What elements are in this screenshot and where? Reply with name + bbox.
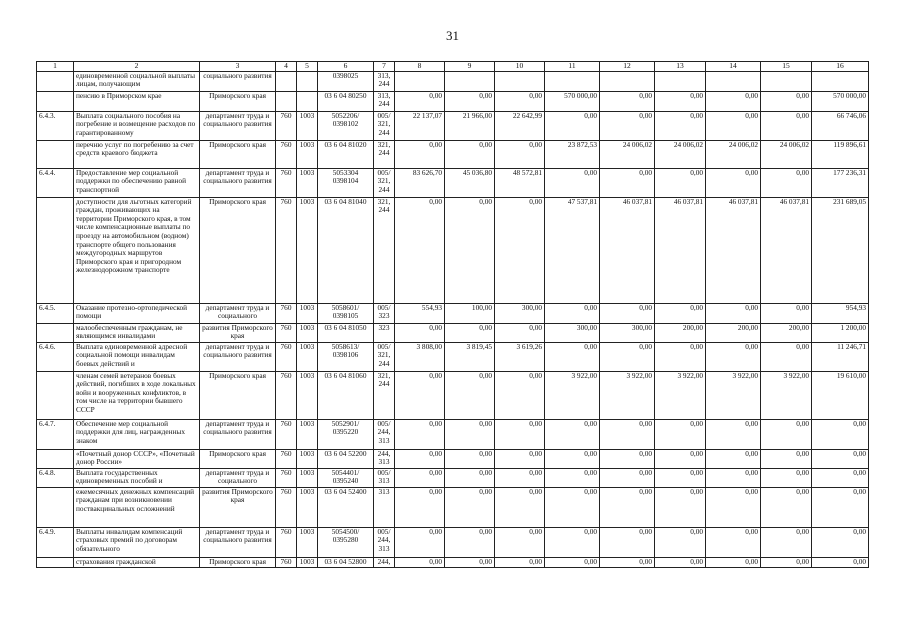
value-cell: 0,00 (495, 487, 545, 527)
ministry-code-cell: 760 (276, 487, 297, 527)
table-row (37, 323, 869, 342)
value-cell: 0,00 (395, 527, 445, 557)
table-row (37, 449, 869, 468)
value-cell: 0,00 (655, 342, 706, 371)
total-cell: 19 610,00 (812, 371, 869, 419)
value-cell: 0,00 (600, 557, 655, 567)
table-row (37, 342, 869, 371)
value-cell: 0,00 (545, 303, 600, 323)
value-cell: 0,00 (395, 487, 445, 527)
item-number-cell (37, 197, 74, 303)
value-cell: 0,00 (761, 449, 812, 468)
item-number-cell (37, 487, 74, 527)
item-number-cell (37, 449, 74, 468)
value-cell: 0,00 (545, 168, 600, 197)
value-cell: 0,00 (600, 342, 655, 371)
value-cell: 83 626,70 (395, 168, 445, 197)
value-cell: 0,00 (495, 449, 545, 468)
value-cell: 0,00 (495, 419, 545, 449)
target-article-cell: 03 6 04 52800 (318, 557, 374, 567)
value-cell: 24 006,02 (600, 140, 655, 168)
item-number-cell: 6.4.9. (37, 527, 74, 557)
target-article-cell: 03 6 04 80250 (318, 91, 374, 111)
value-cell: 0,00 (600, 449, 655, 468)
section-code-cell: 1003 (297, 449, 318, 468)
item-number-cell: 6.4.6. (37, 342, 74, 371)
header-cell: 4 (276, 62, 297, 72)
section-code-cell: 1003 (297, 419, 318, 449)
value-cell: 0,00 (761, 487, 812, 527)
description-cell: Выплата государственных единовременных пособий и (74, 468, 200, 487)
total-cell: 177 236,31 (812, 168, 869, 197)
value-cell: 0,00 (706, 527, 761, 557)
value-cell: 0,00 (761, 419, 812, 449)
department-cell: развития Приморского края (200, 487, 276, 527)
header-cell: 12 (600, 62, 655, 72)
total-cell: 0,00 (812, 487, 869, 527)
value-cell: 0,00 (395, 419, 445, 449)
value-cell: 0,00 (445, 371, 495, 419)
value-cell: 3 922,00 (761, 371, 812, 419)
value-cell: 0,00 (395, 91, 445, 111)
value-cell: 0,00 (655, 527, 706, 557)
section-code-cell: 1003 (297, 168, 318, 197)
table-row (37, 371, 869, 419)
value-cell: 0,00 (761, 527, 812, 557)
total-cell: 0,00 (812, 419, 869, 449)
item-number-cell (37, 140, 74, 168)
expense-type-cell: 321, 244 (374, 197, 395, 303)
value-cell: 0,00 (445, 323, 495, 342)
item-number-cell: 6.4.4. (37, 168, 74, 197)
table-row (37, 197, 869, 303)
header-cell: 7 (374, 62, 395, 72)
header-cell: 5 (297, 62, 318, 72)
target-article-cell: 03 6 04 81020 (318, 140, 374, 168)
total-cell: 11 246,71 (812, 342, 869, 371)
value-cell: 3 922,00 (706, 371, 761, 419)
value-cell: 45 036,80 (445, 168, 495, 197)
value-cell: 0,00 (395, 449, 445, 468)
item-number-cell: 6.4.5. (37, 303, 74, 323)
ministry-code-cell: 760 (276, 468, 297, 487)
department-cell: департамент труда и социального (200, 468, 276, 487)
description-cell: перечню услуг по погребению за счет средств краевого бюджета (74, 140, 200, 168)
department-cell: Приморского края (200, 197, 276, 303)
ministry-code-cell: 760 (276, 419, 297, 449)
section-code-cell: 1003 (297, 342, 318, 371)
department-cell: Приморского края (200, 140, 276, 168)
value-cell: 200,00 (655, 323, 706, 342)
value-cell: 22 642,99 (495, 111, 545, 140)
department-cell: социального развития (200, 71, 276, 91)
header-cell: 8 (395, 62, 445, 72)
value-cell: 0,00 (761, 111, 812, 140)
section-code-cell: 1003 (297, 487, 318, 527)
description-cell: ежемесячных денежных компенсаций гражданам при возникновении поствакцинальных осложнений (74, 487, 200, 527)
item-number-cell: 6.4.7. (37, 419, 74, 449)
item-number-cell: 6.4.8. (37, 468, 74, 487)
expense-type-cell: 244, (374, 557, 395, 567)
value-cell (395, 71, 445, 91)
department-cell: департамент труда и социального развития (200, 527, 276, 557)
value-cell: 0,00 (545, 342, 600, 371)
header-row (37, 62, 869, 72)
value-cell: 0,00 (655, 168, 706, 197)
value-cell: 0,00 (706, 342, 761, 371)
value-cell: 0,00 (495, 371, 545, 419)
item-number-cell (37, 323, 74, 342)
value-cell (706, 71, 761, 91)
value-cell: 0,00 (545, 487, 600, 527)
value-cell: 3 808,00 (395, 342, 445, 371)
value-cell: 46 037,81 (655, 197, 706, 303)
value-cell: 0,00 (545, 527, 600, 557)
description-cell: Выплаты инвалидам компенсаций страховых премий по договорам обязательного (74, 527, 200, 557)
value-cell: 0,00 (655, 419, 706, 449)
ministry-code-cell: 760 (276, 303, 297, 323)
section-code-cell (297, 71, 318, 91)
section-code-cell: 1003 (297, 527, 318, 557)
value-cell: 0,00 (761, 168, 812, 197)
value-cell: 0,00 (445, 419, 495, 449)
expense-type-cell: 313, 244 (374, 91, 395, 111)
value-cell: 0,00 (706, 91, 761, 111)
value-cell: 0,00 (445, 140, 495, 168)
value-cell: 0,00 (545, 111, 600, 140)
value-cell: 0,00 (706, 468, 761, 487)
value-cell: 0,00 (445, 468, 495, 487)
target-article-cell: 5058601/ 0398105 (318, 303, 374, 323)
value-cell: 0,00 (545, 419, 600, 449)
ministry-code-cell: 760 (276, 323, 297, 342)
value-cell (445, 71, 495, 91)
target-article-cell: 03 6 04 81040 (318, 197, 374, 303)
section-code-cell: 1003 (297, 303, 318, 323)
total-cell: 119 896,61 (812, 140, 869, 168)
value-cell: 0,00 (706, 168, 761, 197)
section-code-cell (297, 91, 318, 111)
target-article-cell: 5052901/ 0395220 (318, 419, 374, 449)
total-cell: 0,00 (812, 468, 869, 487)
value-cell: 200,00 (706, 323, 761, 342)
department-cell: департамент труда и социального (200, 303, 276, 323)
header-cell: 9 (445, 62, 495, 72)
item-number-cell (37, 371, 74, 419)
value-cell: 23 872,53 (545, 140, 600, 168)
value-cell: 100,00 (445, 303, 495, 323)
value-cell: 0,00 (445, 557, 495, 567)
value-cell: 24 006,02 (655, 140, 706, 168)
value-cell: 0,00 (600, 527, 655, 557)
ministry-code-cell (276, 91, 297, 111)
table-row (37, 557, 869, 567)
ministry-code-cell: 760 (276, 371, 297, 419)
value-cell: 0,00 (395, 197, 445, 303)
value-cell: 0,00 (706, 419, 761, 449)
value-cell: 0,00 (761, 342, 812, 371)
ministry-code-cell: 760 (276, 557, 297, 567)
description-cell: страхования гражданской (74, 557, 200, 567)
value-cell: 570 000,00 (545, 91, 600, 111)
header-cell: 6 (318, 62, 374, 72)
target-article-cell: 5058613/ 0398106 (318, 342, 374, 371)
table-row (37, 487, 869, 527)
value-cell: 0,00 (495, 557, 545, 567)
ministry-code-cell: 760 (276, 111, 297, 140)
description-cell: членам семей ветеранов боевых действий, погибших в ходе локальных войн и вооруженных конфликтов, в том числе на территории бывшего СССР (74, 371, 200, 419)
department-cell: Приморского края (200, 557, 276, 567)
value-cell: 0,00 (395, 140, 445, 168)
table-row (37, 303, 869, 323)
expense-type-cell: 005/ 244, 313 (374, 527, 395, 557)
value-cell: 0,00 (600, 91, 655, 111)
header-cell: 3 (200, 62, 276, 72)
total-cell: 1 200,00 (812, 323, 869, 342)
department-cell: Приморского края (200, 449, 276, 468)
description-cell: Выплата социального пособия на погребение и возмещение расходов по гарантированному (74, 111, 200, 140)
description-cell: Оказание протезно-ортопедической помощи (74, 303, 200, 323)
value-cell: 22 137,07 (395, 111, 445, 140)
table-row (37, 468, 869, 487)
department-cell: Приморского края (200, 371, 276, 419)
value-cell: 0,00 (445, 487, 495, 527)
value-cell: 46 037,81 (600, 197, 655, 303)
expense-type-cell: 005/ 321, 244 (374, 168, 395, 197)
department-cell: развития Приморского края (200, 323, 276, 342)
ministry-code-cell: 760 (276, 342, 297, 371)
value-cell: 0,00 (600, 487, 655, 527)
value-cell: 0,00 (655, 468, 706, 487)
ministry-code-cell (276, 71, 297, 91)
value-cell: 0,00 (761, 557, 812, 567)
department-cell: департамент труда и социального развития (200, 111, 276, 140)
value-cell (600, 71, 655, 91)
value-cell (761, 71, 812, 91)
department-cell: Приморского края (200, 91, 276, 111)
value-cell: 0,00 (761, 468, 812, 487)
target-article-cell: 0398025 (318, 71, 374, 91)
item-number-cell (37, 71, 74, 91)
header-cell: 13 (655, 62, 706, 72)
item-number-cell (37, 557, 74, 567)
table-row (37, 140, 869, 168)
value-cell: 0,00 (761, 303, 812, 323)
value-cell: 0,00 (655, 449, 706, 468)
ministry-code-cell: 760 (276, 168, 297, 197)
description-cell: пенсию в Приморском крае (74, 91, 200, 111)
total-cell: 0,00 (812, 557, 869, 567)
description-cell: единовременной социальной выплаты лицам, получающим (74, 71, 200, 91)
department-cell: департамент труда и социального развития (200, 419, 276, 449)
value-cell: 0,00 (600, 303, 655, 323)
header-cell: 2 (74, 62, 200, 72)
description-cell: «Почетный донор СССР», «Почетный донор России» (74, 449, 200, 468)
expense-type-cell: 005/ 321, 244 (374, 111, 395, 140)
value-cell: 0,00 (600, 419, 655, 449)
value-cell: 300,00 (495, 303, 545, 323)
value-cell: 554,93 (395, 303, 445, 323)
value-cell: 3 922,00 (655, 371, 706, 419)
value-cell: 0,00 (600, 468, 655, 487)
expense-type-cell: 244, 313 (374, 449, 395, 468)
expense-type-cell: 313, 244 (374, 71, 395, 91)
section-code-cell: 1003 (297, 557, 318, 567)
value-cell: 200,00 (761, 323, 812, 342)
expense-type-cell: 005/ 313 (374, 468, 395, 487)
value-cell: 3 922,00 (545, 371, 600, 419)
ministry-code-cell: 760 (276, 449, 297, 468)
description-cell: доступности для льготных категорий граждан, проживающих на территории Приморского края, в том числе компенсационные выплаты по проезду на автомобильном (водном) транспорте общего пользования междугородных маршрутов Приморского края и пригородном железнодорожном транспорте (74, 197, 200, 303)
ministry-code-cell: 760 (276, 527, 297, 557)
header-cell: 16 (812, 62, 869, 72)
value-cell: 300,00 (545, 323, 600, 342)
value-cell: 0,00 (761, 91, 812, 111)
item-number-cell: 6.4.3. (37, 111, 74, 140)
target-article-cell: 03 6 04 52400 (318, 487, 374, 527)
section-code-cell: 1003 (297, 468, 318, 487)
description-cell: малообеспеченным гражданам, не являющимся инвалидами (74, 323, 200, 342)
value-cell: 0,00 (495, 91, 545, 111)
table-row (37, 111, 869, 140)
department-cell: департамент труда и социального развития (200, 168, 276, 197)
expense-type-cell: 005/ 323 (374, 303, 395, 323)
item-number-cell (37, 91, 74, 111)
expense-type-cell: 323 (374, 323, 395, 342)
section-code-cell: 1003 (297, 323, 318, 342)
page-number: 31 (446, 28, 459, 43)
value-cell: 0,00 (495, 323, 545, 342)
value-cell: 3 922,00 (600, 371, 655, 419)
expense-type-cell: 005/ 321, 244 (374, 342, 395, 371)
table-row (37, 71, 869, 91)
value-cell: 0,00 (445, 197, 495, 303)
value-cell: 0,00 (655, 91, 706, 111)
value-cell: 0,00 (445, 91, 495, 111)
section-code-cell: 1003 (297, 111, 318, 140)
value-cell: 0,00 (495, 527, 545, 557)
value-cell: 46 037,81 (706, 197, 761, 303)
ministry-code-cell: 760 (276, 197, 297, 303)
value-cell: 0,00 (706, 487, 761, 527)
value-cell: 0,00 (706, 557, 761, 567)
header-cell: 15 (761, 62, 812, 72)
value-cell: 21 966,00 (445, 111, 495, 140)
value-cell (655, 71, 706, 91)
value-cell: 24 006,02 (761, 140, 812, 168)
expense-type-cell: 005/ 244, 313 (374, 419, 395, 449)
ministry-code-cell: 760 (276, 140, 297, 168)
value-cell (545, 71, 600, 91)
total-cell: 231 689,05 (812, 197, 869, 303)
target-article-cell: 03 6 04 81060 (318, 371, 374, 419)
total-cell: 66 746,06 (812, 111, 869, 140)
target-article-cell: 5054500/ 0395280 (318, 527, 374, 557)
value-cell: 0,00 (655, 557, 706, 567)
value-cell: 0,00 (600, 111, 655, 140)
value-cell: 3 819,45 (445, 342, 495, 371)
description-cell: Обеспечение мер социальной поддержки для лиц, награжденных знаком (74, 419, 200, 449)
value-cell: 0,00 (706, 449, 761, 468)
target-article-cell: 5053304 0398104 (318, 168, 374, 197)
value-cell: 300,00 (600, 323, 655, 342)
value-cell: 0,00 (445, 527, 495, 557)
value-cell: 48 572,81 (495, 168, 545, 197)
value-cell: 0,00 (445, 449, 495, 468)
value-cell: 0,00 (495, 468, 545, 487)
value-cell: 0,00 (600, 168, 655, 197)
description-cell: Выплата единовременной адресной социальной помощи инвалидам боевых действий и (74, 342, 200, 371)
header-cell: 10 (495, 62, 545, 72)
value-cell: 0,00 (395, 468, 445, 487)
total-cell: 0,00 (812, 527, 869, 557)
value-cell: 46 037,81 (761, 197, 812, 303)
target-article-cell: 03 6 04 52200 (318, 449, 374, 468)
section-code-cell: 1003 (297, 140, 318, 168)
value-cell (495, 71, 545, 91)
value-cell: 0,00 (545, 449, 600, 468)
value-cell: 47 537,81 (545, 197, 600, 303)
value-cell: 0,00 (655, 111, 706, 140)
value-cell: 0,00 (706, 303, 761, 323)
value-cell: 0,00 (495, 197, 545, 303)
total-cell: 954,93 (812, 303, 869, 323)
value-cell: 0,00 (395, 557, 445, 567)
value-cell: 0,00 (655, 303, 706, 323)
total-cell (812, 71, 869, 91)
header-cell: 11 (545, 62, 600, 72)
value-cell: 0,00 (706, 111, 761, 140)
value-cell: 0,00 (545, 557, 600, 567)
total-cell: 570 000,00 (812, 91, 869, 111)
budget-table (36, 61, 869, 568)
value-cell: 3 619,26 (495, 342, 545, 371)
table-row (37, 168, 869, 197)
table-row (37, 527, 869, 557)
value-cell: 0,00 (395, 371, 445, 419)
expense-type-cell: 321, 244 (374, 371, 395, 419)
target-article-cell: 5054401/ 0395240 (318, 468, 374, 487)
target-article-cell: 5052206/ 0398102 (318, 111, 374, 140)
value-cell: 0,00 (545, 468, 600, 487)
value-cell: 24 006,02 (706, 140, 761, 168)
total-cell: 0,00 (812, 449, 869, 468)
section-code-cell: 1003 (297, 371, 318, 419)
expense-type-cell: 313 (374, 487, 395, 527)
value-cell: 0,00 (395, 323, 445, 342)
header-cell: 14 (706, 62, 761, 72)
expense-type-cell: 321, 244 (374, 140, 395, 168)
table-row (37, 419, 869, 449)
value-cell: 0,00 (655, 487, 706, 527)
department-cell: департамент труда и социального развития (200, 342, 276, 371)
section-code-cell: 1003 (297, 197, 318, 303)
value-cell: 0,00 (495, 140, 545, 168)
target-article-cell: 03 6 04 81050 (318, 323, 374, 342)
table-row (37, 91, 869, 111)
header-cell: 1 (37, 62, 74, 72)
description-cell: Предоставление мер социальной поддержки по обеспечению равной транспортной (74, 168, 200, 197)
